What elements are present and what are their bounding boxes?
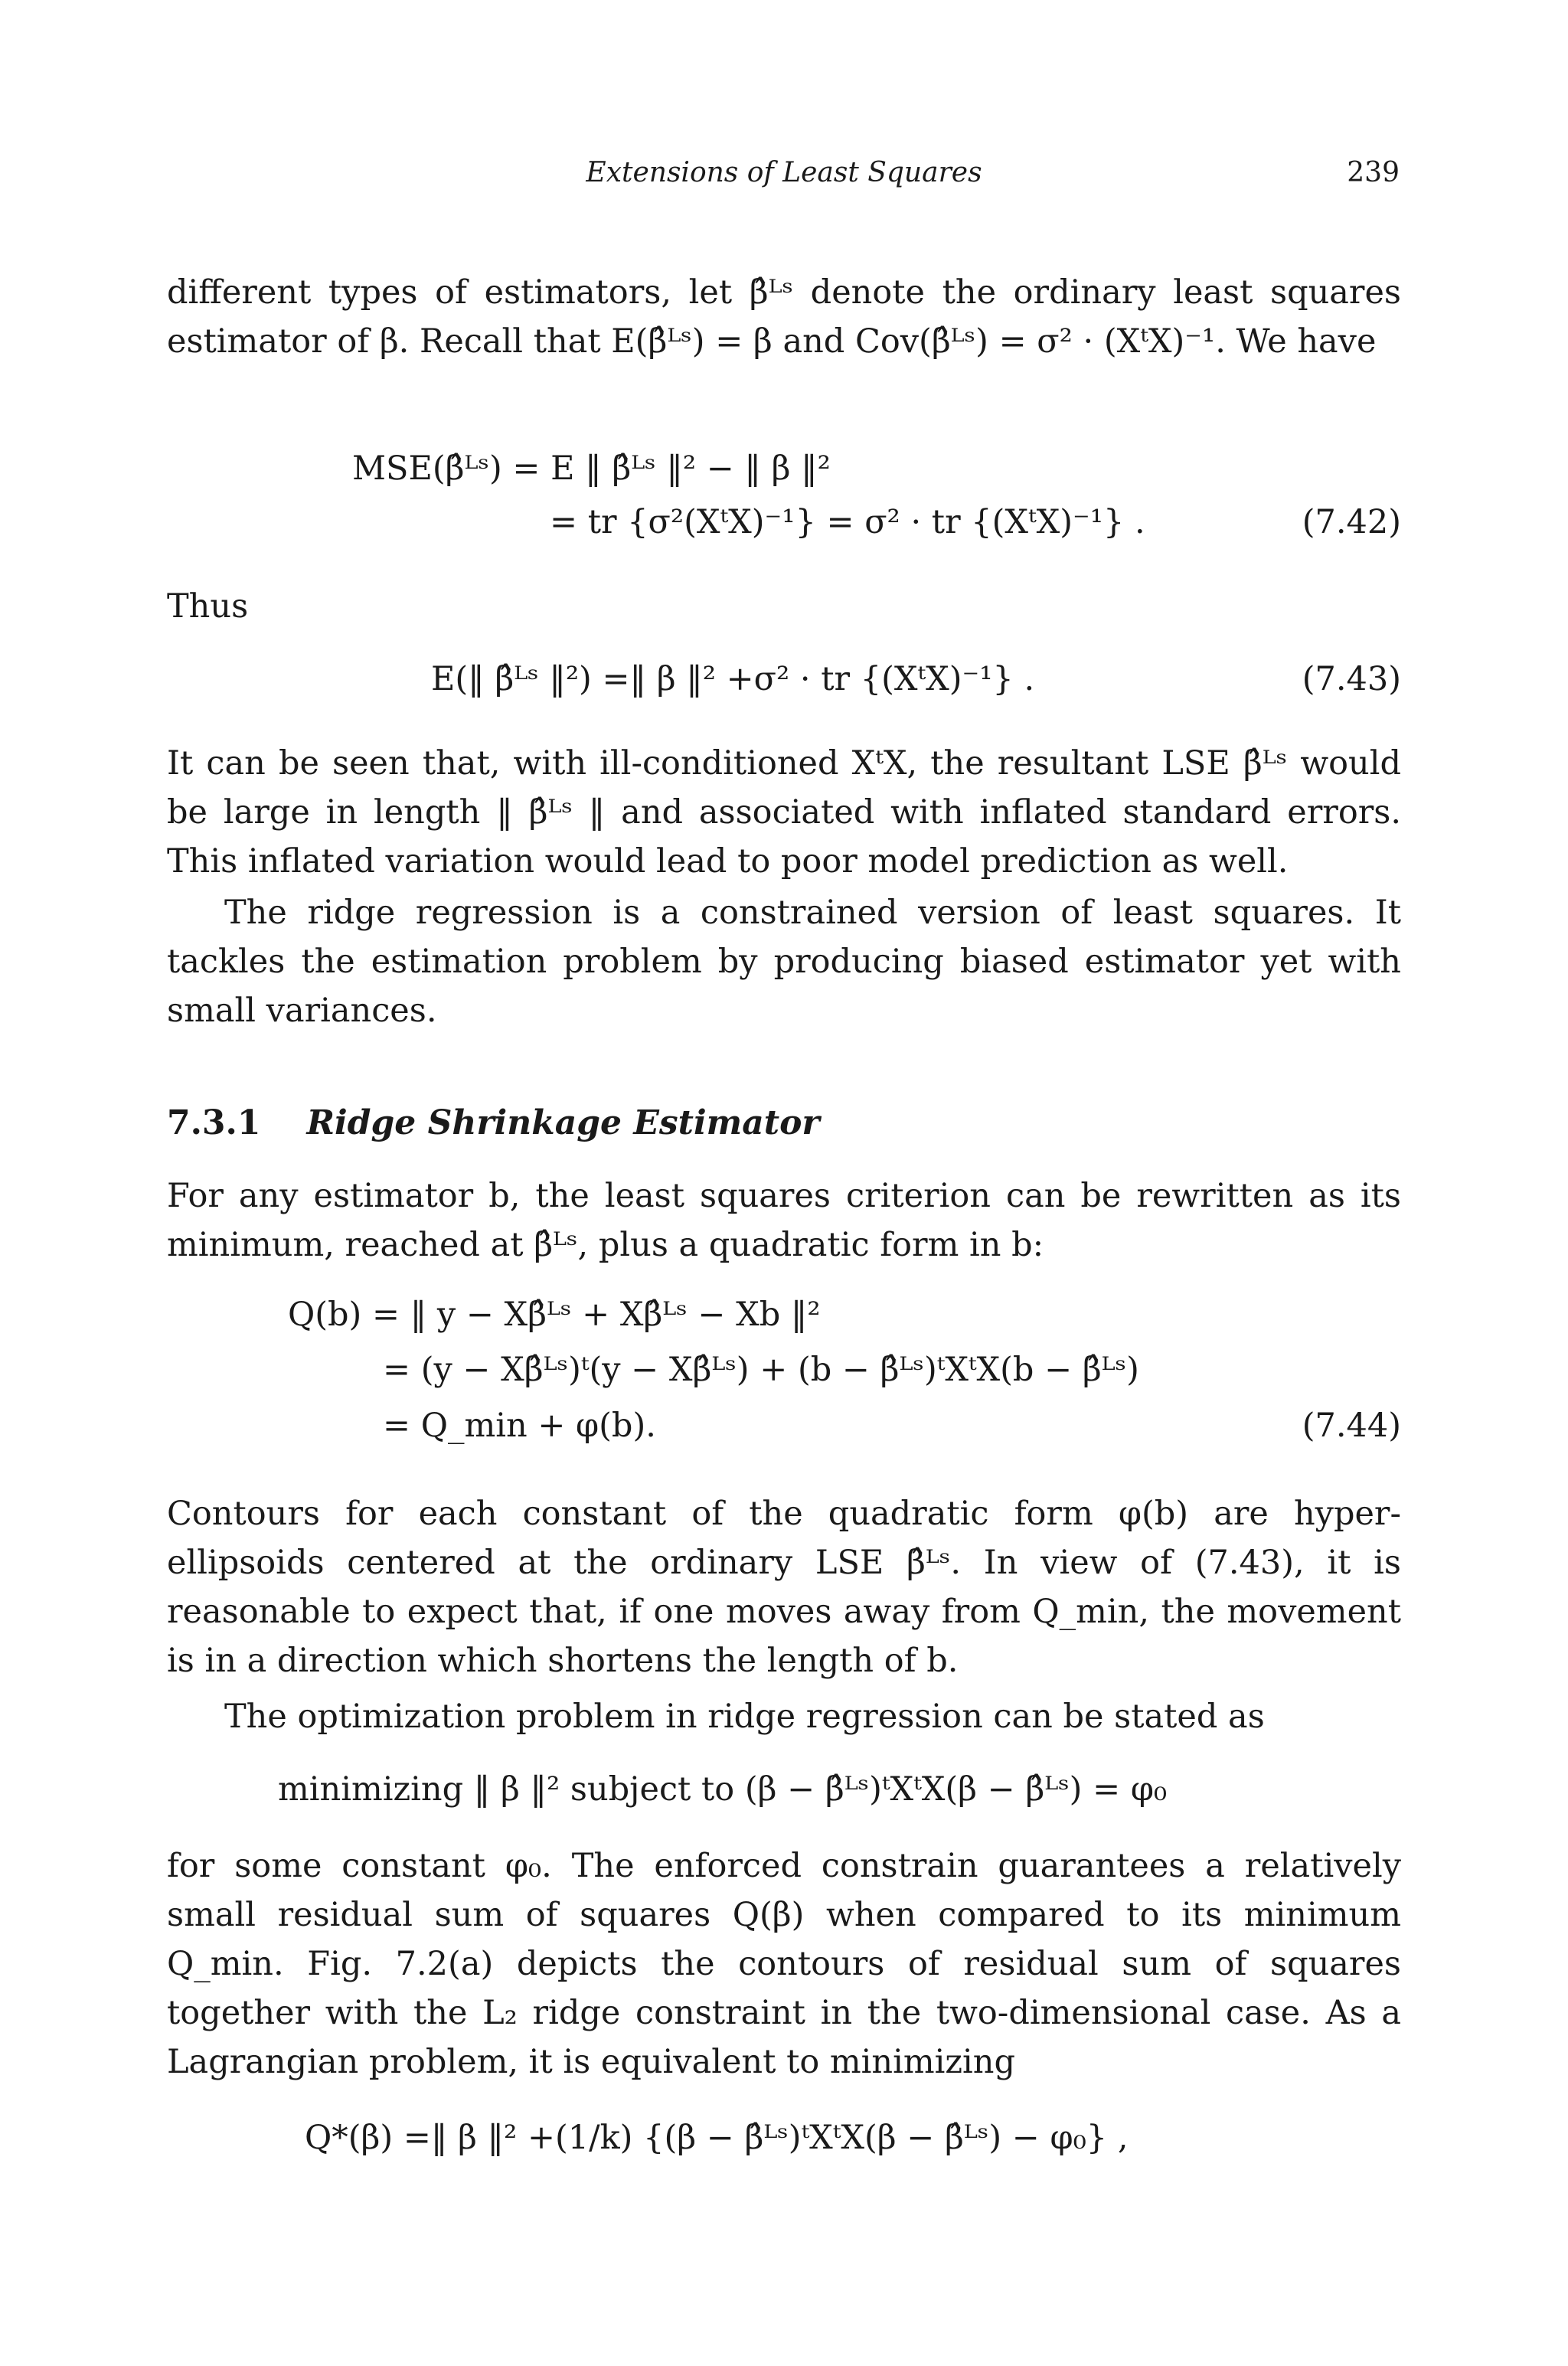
paragraph-thus: Thus bbox=[167, 587, 249, 626]
paragraph-constraint: for some constant φ₀. The enforced constrain guarantees a relatively small residual sum of squares Q(β) when compared to its minimum Q_min. Fig. 7.2(a) depicts the contours of residual sum of squares together with the L₂ ridge constraint in the two-dimensional case. As a Lagrangian problem, it is equivalent to minimizing bbox=[167, 1847, 1401, 2081]
equation-minimizing bbox=[167, 1765, 1401, 1819]
running-head bbox=[0, 157, 1568, 203]
equation-number: (7.44) bbox=[1302, 1407, 1401, 1445]
running-title: Extensions of Least Squares bbox=[586, 157, 982, 188]
paragraph-optimization: The optimization problem in ridge regression can be stated as bbox=[224, 1698, 1265, 1736]
paragraph-criterion: For any estimator b, the least squares criterion can be rewritten as its minimum, reached at β̂ᴸˢ, plus a quadratic form in b: bbox=[167, 1177, 1401, 1264]
page-number: 239 bbox=[1347, 157, 1400, 188]
equation-line: minimizing ‖ β ‖² subject to (β − β̂ᴸˢ)ᵗXᵗX(β − β̂ᴸˢ) = φ₀ bbox=[278, 1770, 1168, 1809]
paragraph-ridge-intro: The ridge regression is a constrained version of least squares. It tackles the estimation problem by producing biased estimator yet with small variances. bbox=[167, 894, 1401, 1030]
equation-7-42 bbox=[167, 444, 1401, 551]
section-number: 7.3.1 bbox=[167, 1103, 261, 1142]
section-heading bbox=[167, 1099, 820, 1148]
equation-7-44 bbox=[167, 1290, 1401, 1459]
equation-line: = Q_min + φ(b). bbox=[383, 1407, 656, 1445]
equation-line: Q(b) = ‖ y − Xβ̂ᴸˢ + Xβ̂ᴸˢ − Xb ‖² bbox=[288, 1296, 821, 1334]
equation-line: = tr {σ²(XᵗX)⁻¹} = σ² · tr {(XᵗX)⁻¹} . bbox=[550, 503, 1145, 541]
equation-line: = (y − Xβ̂ᴸˢ)ᵗ(y − Xβ̂ᴸˢ) + (b − β̂ᴸˢ)ᵗXᵗX(b − β̂ᴸˢ) bbox=[383, 1351, 1139, 1389]
paragraph-intro: different types of estimators, let β̂ᴸˢ denote the ordinary least squares estimator of β. Recall that E(β̂ᴸˢ) = β and Cov(β̂ᴸˢ) = σ² · (XᵗX)⁻¹. We have bbox=[167, 273, 1401, 361]
equation-7-43 bbox=[167, 655, 1401, 708]
equation-line: Q*(β) =‖ β ‖² +(1/k) {(β − β̂ᴸˢ)ᵗXᵗX(β − β̂ᴸˢ) − φ₀} , bbox=[305, 2119, 1129, 2157]
paragraph-contours: Contours for each constant of the quadratic form φ(b) are hyper-ellipsoids centered at the ordinary LSE β̂ᴸˢ. In view of (7.43), it is reasonable to expect that, if one moves away from Q_min, the movement is in a direction which shortens the length of b. bbox=[167, 1495, 1401, 1680]
equation-number: (7.43) bbox=[1302, 660, 1401, 698]
equation-lagrangian bbox=[167, 2113, 1401, 2167]
section-title: Ridge Shrinkage Estimator bbox=[306, 1103, 820, 1142]
equation-line: MSE(β̂ᴸˢ) = E ‖ β̂ᴸˢ ‖² − ‖ β ‖² bbox=[352, 449, 831, 488]
equation-line: E(‖ β̂ᴸˢ ‖²) =‖ β ‖² +σ² · tr {(XᵗX)⁻¹} . bbox=[431, 660, 1035, 698]
paragraph-ill-conditioned: It can be seen that, with ill-conditioned XᵗX, the resultant LSE β̂ᴸˢ would be large in length ‖ β̂ᴸˢ ‖ and associated with inflated standard errors. This inflated variation would lead to poor model prediction as well. bbox=[167, 744, 1401, 881]
equation-number: (7.42) bbox=[1302, 503, 1401, 541]
